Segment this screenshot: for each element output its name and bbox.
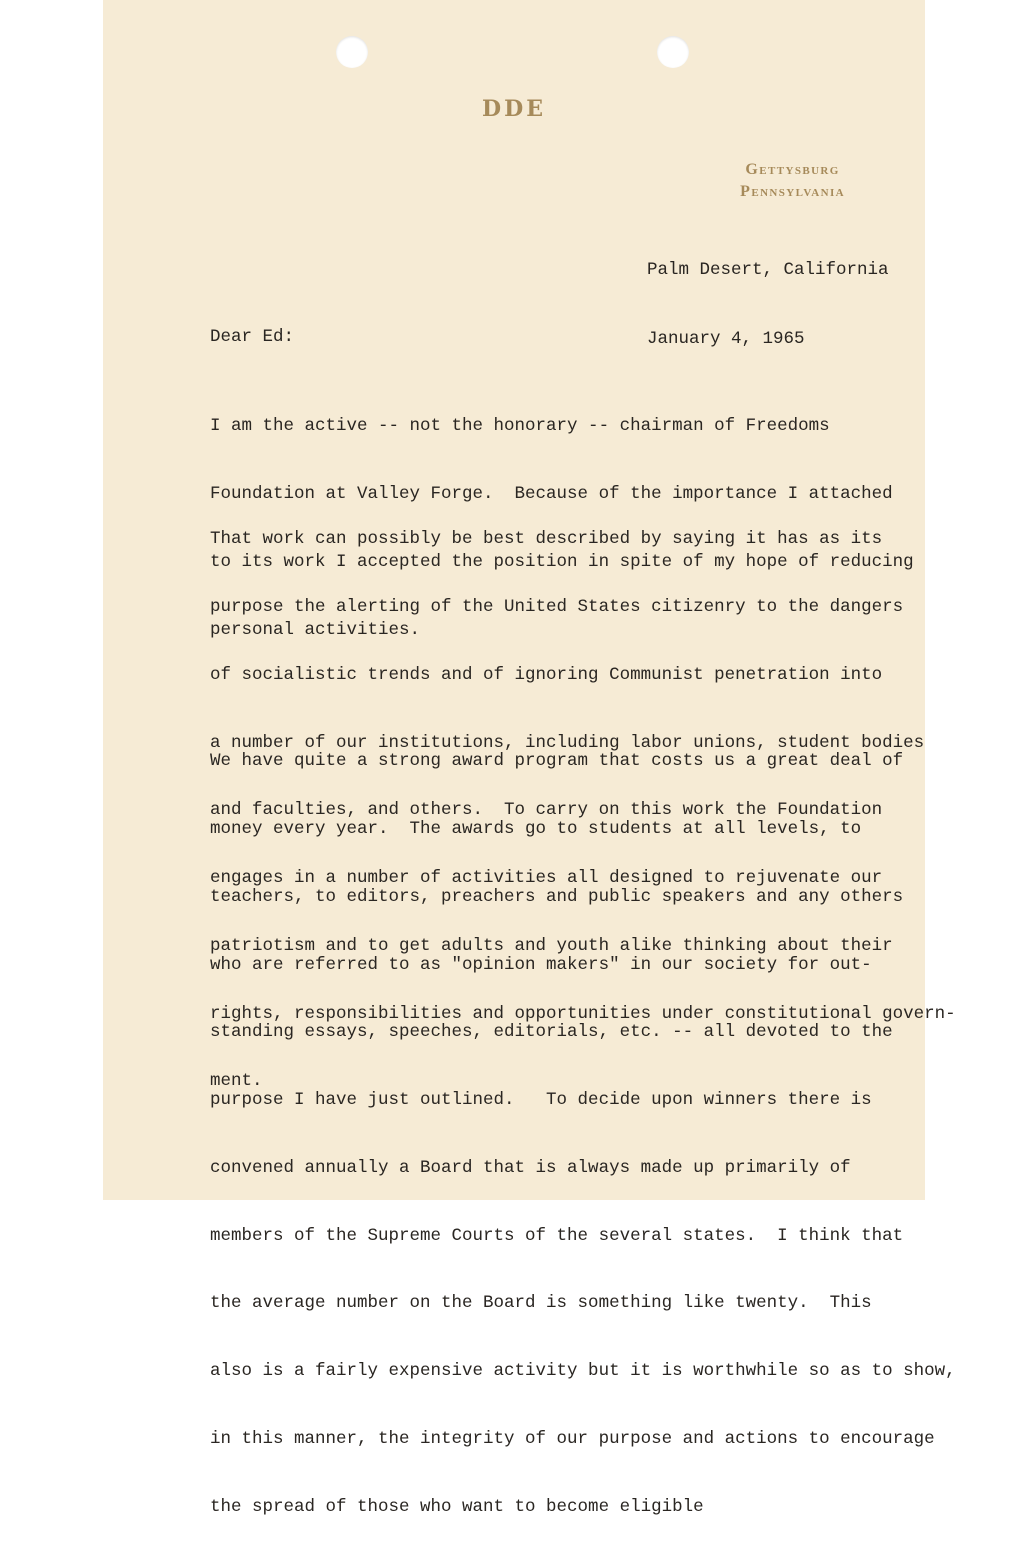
paragraph-line: That work can possibly be best described by saying it has as its — [210, 529, 883, 550]
paragraph-line: patriotism and to get adults and youth alike thinking about their — [210, 935, 893, 956]
paragraph-3 — [210, 705, 956, 1564]
paragraph-line: to its work I accepted the position in spite of my hope of reducing — [210, 551, 914, 572]
paragraph-line: a number of our institutions, including labor unions, student bodies — [210, 732, 925, 753]
punch-hole-left — [336, 36, 368, 68]
paragraph-line: We have quite a strong award program that costs us a great deal of — [210, 751, 904, 772]
paragraph-line: standing essays, speeches, editorials, etc. -- all devoted to the — [210, 1022, 893, 1043]
paragraph-line: personal activities. — [210, 619, 421, 640]
paragraph-line: ment. — [210, 1071, 263, 1092]
paragraph-line: teachers, to editors, preachers and public speakers and any others — [210, 886, 904, 907]
paragraph-line: purpose the alerting of the United States citizenry to the dangers — [210, 596, 904, 617]
paragraph-line: rights, responsibilities and opportunities under constitutional govern- — [210, 1003, 956, 1024]
letterhead-monogram: DDE — [482, 96, 546, 122]
paragraph-line: who are referred to as "opinion makers" in our society for out- — [210, 954, 872, 975]
dateline-date: January 4, 1965 — [647, 329, 805, 350]
letterhead-place-line1: Gettysburg — [745, 161, 840, 178]
paragraph-line: and faculties, and others. To carry on this work the Foundation — [210, 800, 883, 821]
paragraph-line: I am the active -- not the honorary -- chairman of Freedoms — [210, 416, 830, 437]
letter-page — [103, 0, 956, 1517]
paragraph-line: the spread of those who want to become eligible — [210, 1496, 704, 1517]
paragraph-line: also is a fairly expensive activity but it is worthwhile so as to show, — [210, 1361, 956, 1382]
paragraph-line: the average number on the Board is something like twenty. This — [210, 1293, 872, 1314]
paragraph-line: money every year. The awards go to students at all levels, to — [210, 818, 862, 839]
salutation: Dear Ed: — [210, 327, 295, 347]
paragraph-line: purpose I have just outlined. To decide upon winners there is — [210, 1090, 872, 1111]
paragraph-line: members of the Supreme Courts of the several states. I think that — [210, 1225, 904, 1246]
paragraph-line: Foundation at Valley Forge. Because of the importance I attached — [210, 483, 893, 504]
letterhead-place-line2: Pennsylvania — [740, 183, 845, 200]
dateline-location: Palm Desert, California — [647, 260, 889, 281]
paragraph-line: of socialistic trends and of ignoring Communist penetration into — [210, 664, 883, 685]
paragraph-line: in this manner, the integrity of our purpose and actions to encourage — [210, 1429, 935, 1449]
paragraph-line: convened annually a Board that is always made up primarily of — [210, 1157, 851, 1178]
punch-hole-right — [657, 36, 689, 68]
letterhead-place — [740, 159, 845, 203]
paragraph-line: engages in a number of activities all designed to rejuvenate our — [210, 868, 883, 889]
